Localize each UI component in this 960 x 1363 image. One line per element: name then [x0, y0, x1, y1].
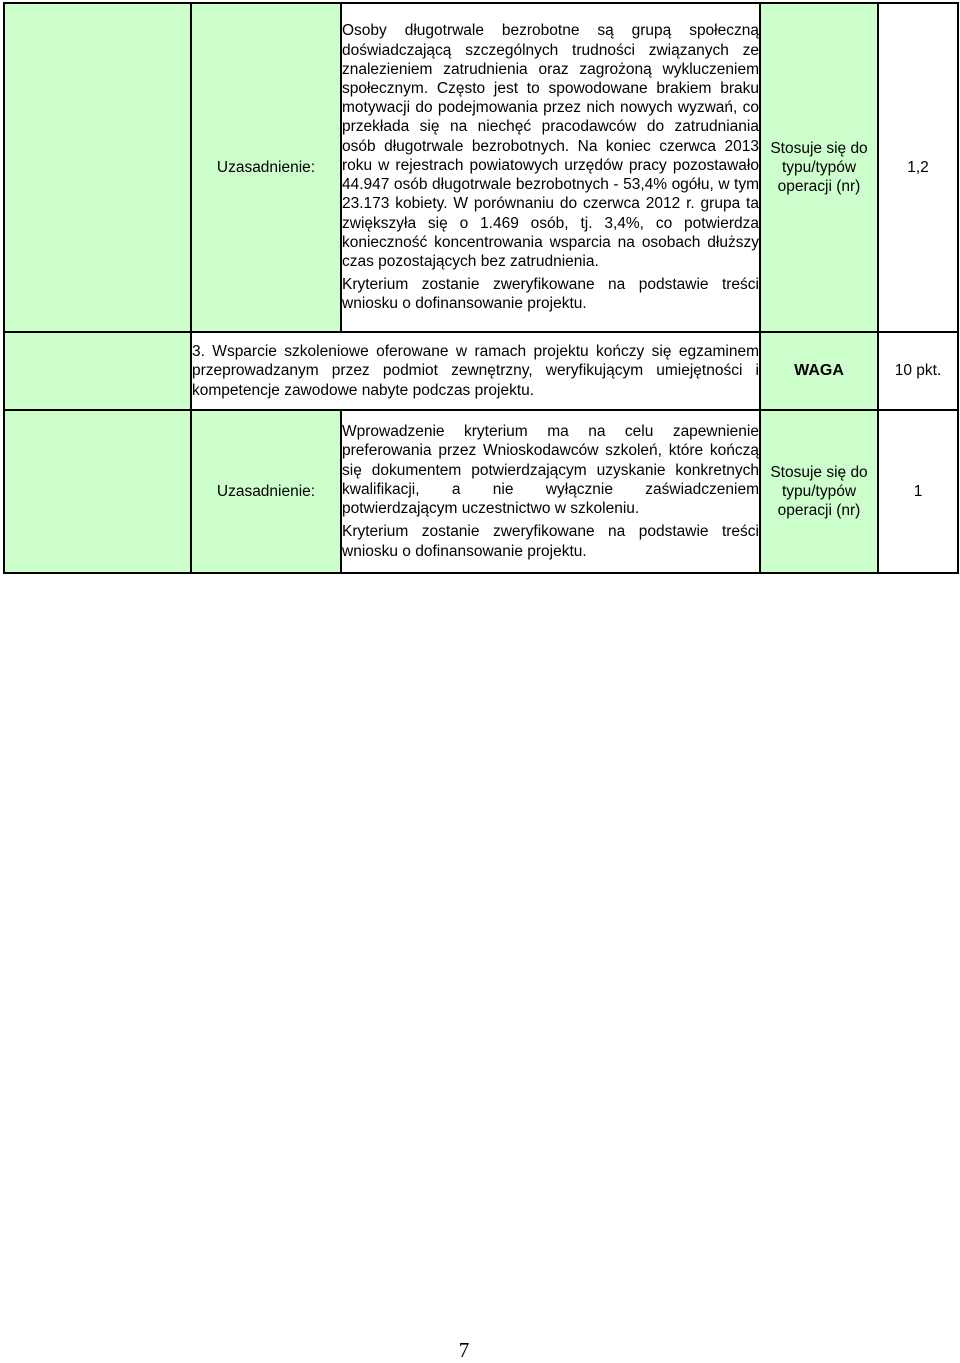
justification-body [341, 3, 760, 332]
empty-cell [4, 410, 191, 573]
empty-cell [4, 3, 191, 332]
operation-numbers: 1,2 [878, 3, 958, 332]
operation-numbers: 1 [878, 410, 958, 573]
justification-label: Uzasadnienie: [191, 3, 341, 332]
weight-label: WAGA [760, 332, 878, 410]
applies-to-operation-types: Stosuje się do typu/typów operacji (nr) [760, 3, 878, 332]
justification-text: Osoby długotrwale bezrobotne są grupą społeczną doświadczającą szczególnych trudności związanych ze znalezieniem zatrudnienia oraz zagrożoną wykluczeniem społecznym. Często jest to spowodowane brakiem braku motywacji do podejmowania przez nich nowych wyzwań, co przekłada się na niechęć pracodawców do zatrudniania osób długotrwale bezrobotnych. Na koniec czerwca 2013 roku w rejestrach powiatowych urzędów pracy pozostawało 44.947 osób długotrwale bezrobotnych - 53,4% ogółu, w tym 23.173 kobiety. W porównaniu do czerwca 2012 r. grupa ta zwiększyła się o 1.469 osób, tj. 3,4%, co potwierdza konieczność koncentrowania wsparcia na osobach dłuższy czas pozostających bez zatrudnienia. [342, 22, 759, 270]
criteria-table [3, 2, 959, 574]
justification-label: Uzasadnienie: [191, 410, 341, 573]
table-row [4, 410, 958, 573]
page-number: 7 [458, 1338, 470, 1362]
table-row [4, 3, 958, 332]
table-row [4, 332, 958, 410]
verification-text: Kryterium zostanie zweryfikowane na podstawie treści wniosku o dofinansowanie projektu. [342, 276, 759, 313]
weight-value: 10 pkt. [878, 332, 958, 410]
justification-body [341, 410, 760, 573]
justification-text: Wprowadzenie kryterium ma na celu zapewnienie preferowania przez Wnioskodawców szkoleń, które kończą się dokumentem potwierdzającym uzyskanie konkretnych kwalifikacji, a nie wyłącznie zaświadczeniem potwierdzającym uczestnictwo w szkoleniu. [342, 423, 759, 518]
verification-text: Kryterium zostanie zweryfikowane na podstawie treści wniosku o dofinansowanie projektu. [342, 523, 759, 560]
empty-cell [4, 332, 191, 410]
applies-to-operation-types: Stosuje się do typu/typów operacji (nr) [760, 410, 878, 573]
criterion-text: 3. Wsparcie szkoleniowe oferowane w ramach projektu kończy się egzaminem przeprowadzanym przez podmiot zewnętrzny, weryfikującym umiejętności i kompetencje zawodowe nabyte podczas projektu. [191, 332, 760, 410]
